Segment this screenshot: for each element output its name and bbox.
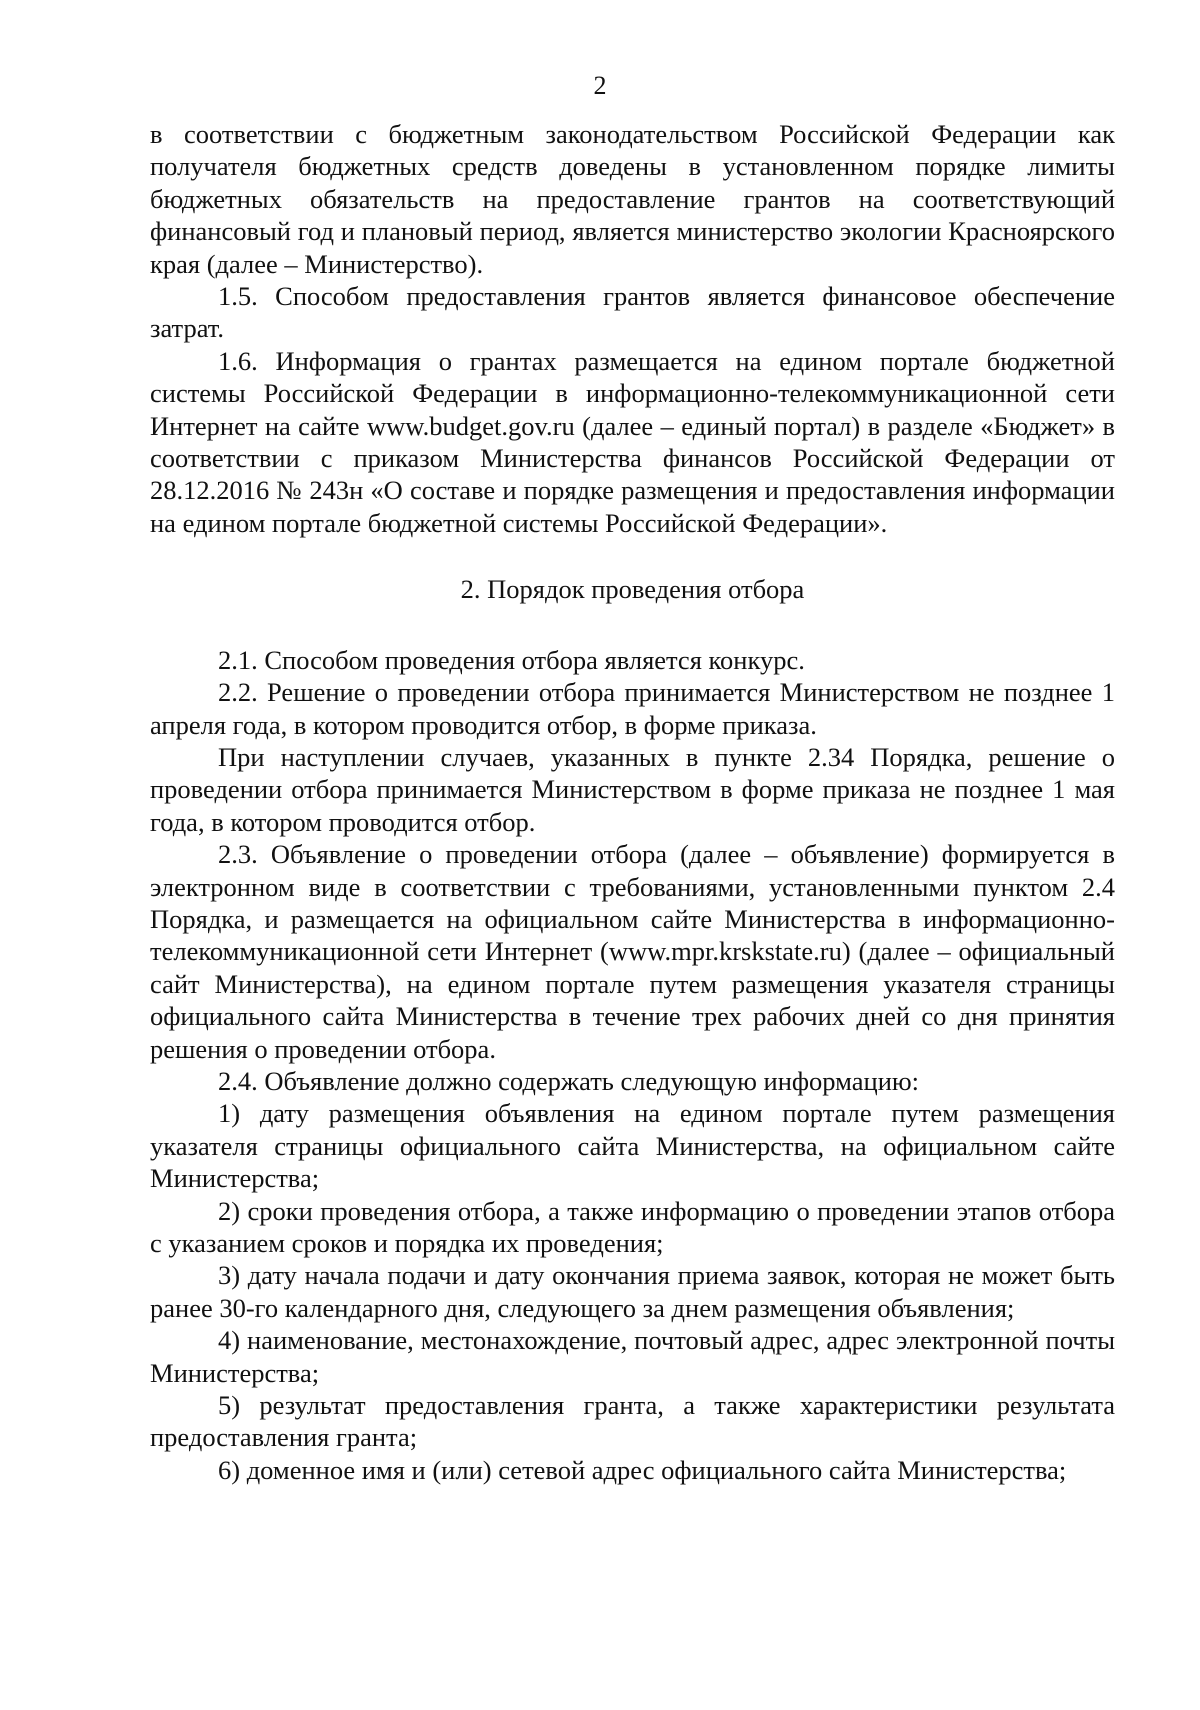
document-body [150,118,1115,1486]
list-item-5: 5) результат предоставления гранта, а также характеристики результата предоставления гранта; [150,1390,1115,1453]
section-heading: 2. Порядок проведения отбора [460,574,805,605]
paragraph-2-1: 2.1. Способом проведения отбора является конкурс. [218,644,805,675]
paragraph-continuation: в соответствии с бюджетным законодательством Российской Федерации как получателя бюджетных средств доведены в установленном порядке лимиты бюджетных обязательств на предоставление грантов на соответствующий финансовый год и плановый период, является министерство экологии Красноярского края (далее – Министерство). [150,119,1115,279]
page-number: 2 [593,71,607,100]
list-item-1: 1) дату размещения объявления на едином портале путем размещения указателя страницы официального сайта Министерства, на официальном сайте Министерства; [150,1098,1115,1194]
list-item-4: 4) наименование, местонахождение, почтовый адрес, адрес электронной почты Министерства; [150,1325,1115,1388]
list-item-3: 3) дату начала подачи и дату окончания приема заявок, которая не может быть ранее 30-го календарного дня, следующего за днем размещения объявления; [150,1260,1115,1323]
paragraph-2-3: 2.3. Объявление о проведении отбора (далее – объявление) формируется в электронном виде в соответствии с требованиями, установленными пунктом 2.4 Порядка, и размещается на официальном сайте Министерства в информационно-телекоммуникационной сети Интернет (www.mpr.krskstate.ru) (далее – официальный сайт Министерства), на едином портале путем размещения указателя страницы официального сайта Министерства в течение трех рабочих дней со дня принятия решения о проведении отбора. [150,839,1115,1064]
paragraph-1-6: 1.6. Информация о грантах размещается на едином портале бюджетной системы Российской Федерации в информационно-телекоммуникационной сети Интернет на сайте www.budget.gov.ru (далее – единый портал) в разделе «Бюджет» в соответствии с приказом Министерства финансов Российской Федерации от 28.12.2016 № 243н «О составе и порядке размещения и предоставления информации на едином портале бюджетной системы Российской Федерации». [150,345,1115,538]
paragraph-2-2-cases: При наступлении случаев, указанных в пункте 2.34 Порядка, решение о проведении отбора принимается Министерством в форме приказа не позднее 1 мая года, в котором проводится отбор. [150,741,1115,837]
list-item-6: 6) доменное имя и (или) сетевой адрес официального сайта Министерства; [218,1454,1067,1485]
paragraph-1-5: 1.5. Способом предоставления грантов является финансовое обеспечение затрат. [150,281,1115,344]
list-item-2: 2) сроки проведения отбора, а также информацию о проведении этапов отбора с указанием сроков и порядка их проведения; [150,1195,1115,1258]
paragraph-2-4: 2.4. Объявление должно содержать следующую информацию: [218,1065,920,1096]
paragraph-2-2: 2.2. Решение о проведении отбора принимается Министерством не позднее 1 апреля года, в котором проводится отбор, в форме приказа. [150,677,1115,740]
